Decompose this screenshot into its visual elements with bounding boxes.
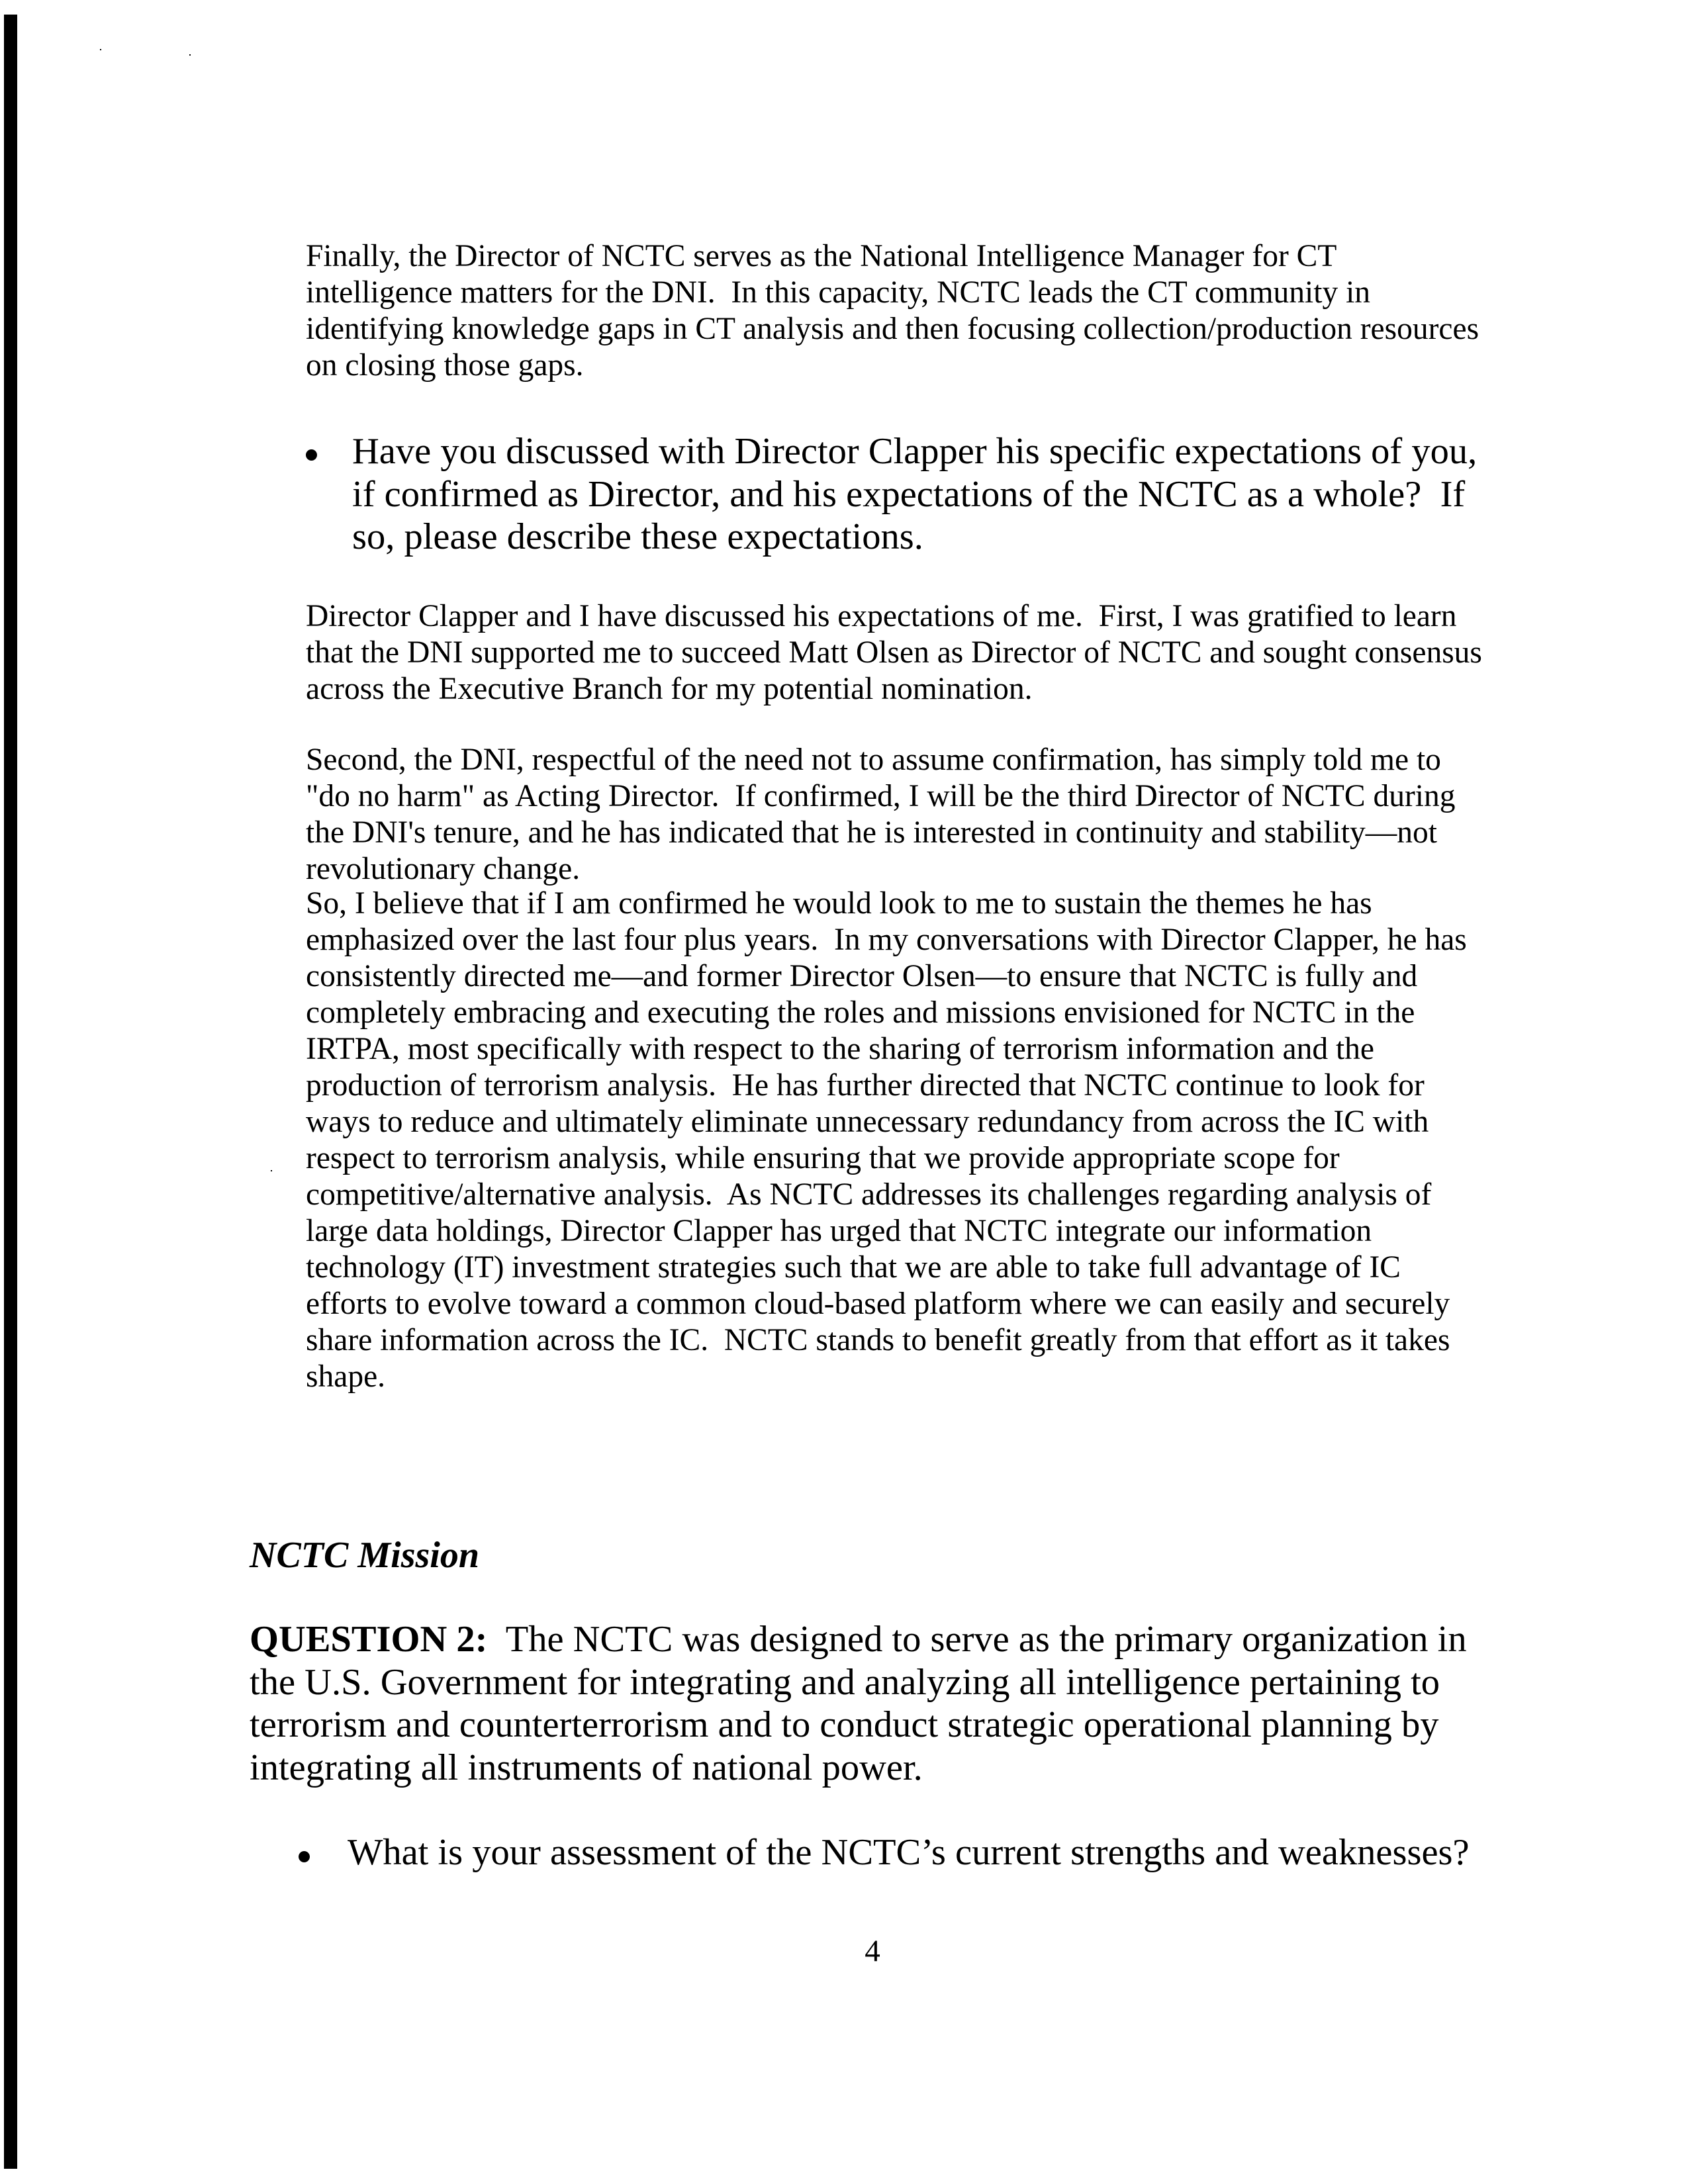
text-line: Director Clapper and I have discussed his expectations of me. First, I was gratified to learn — [306, 599, 1457, 633]
text-line: competitive/alternative analysis. As NCTC addresses its challenges regarding analysis of — [306, 1177, 1432, 1212]
text-line: identifying knowledge gaps in CT analysis and then focusing collection/production resources — [306, 312, 1479, 346]
answer-paragraph-3 — [306, 886, 1467, 1395]
text-line: So, I believe that if I am confirmed he would look to me to sustain the themes he has — [306, 886, 1372, 921]
question-2 — [250, 1618, 1467, 1789]
text-line: integrating all instruments of national power. — [250, 1747, 923, 1788]
text-line: if confirmed as Director, and his expectations of the NCTC as a whole? If — [352, 473, 1466, 515]
text-line: shape. — [306, 1359, 386, 1394]
question-label: QUESTION 2: — [250, 1619, 488, 1660]
question-text: The NCTC was designed to serve as the primary organization in — [487, 1619, 1467, 1660]
question-2-bullet — [348, 1831, 1470, 1874]
text-line: terrorism and counterterrorism and to conduct strategic operational planning by — [250, 1704, 1439, 1745]
scan-speck — [271, 1170, 272, 1171]
text-line: the DNI's tenure, and he has indicated that he is interested in continuity and stability—not — [306, 815, 1437, 850]
scan-speck — [100, 49, 101, 50]
answer-paragraph-2 — [306, 742, 1456, 887]
text-line: large data holdings, Director Clapper has urged that NCTC integrate our information — [306, 1214, 1372, 1248]
scan-speck — [189, 54, 191, 56]
text-line: respect to terrorism analysis, while ensuring that we provide appropriate scope for — [306, 1141, 1340, 1175]
text-line: across the Executive Branch for my potential nomination. — [306, 672, 1033, 706]
scan-edge-artifact — [4, 15, 17, 2169]
text-line: consistently directed me—and former Director Olsen—to ensure that NCTC is fully and — [306, 959, 1418, 993]
text-line: emphasized over the last four plus years. In my conversations with Director Clapper, he has — [306, 923, 1467, 957]
text-line: efforts to evolve toward a common cloud-based platform where we can easily and securely — [306, 1287, 1450, 1321]
bullet-icon — [306, 449, 317, 461]
page-number: 4 — [865, 1934, 880, 1968]
section-heading: NCTC Mission — [250, 1535, 479, 1576]
text-line: that the DNI supported me to succeed Matt Olsen as Director of NCTC and sought consensus — [306, 635, 1482, 670]
text-line: technology (IT) investment strategies such that we are able to take full advantage of IC — [306, 1250, 1401, 1285]
text-line: completely embracing and executing the roles and missions envisioned for NCTC in the — [306, 995, 1415, 1030]
bullet-icon — [299, 1851, 310, 1862]
text-line: so, please describe these expectations. — [352, 516, 923, 557]
answer-paragraph-1 — [306, 598, 1482, 707]
question-1-bullet — [352, 430, 1477, 559]
text-line: What is your assessment of the NCTC’s current strengths and weaknesses? — [348, 1832, 1470, 1873]
text-line: revolutionary change. — [306, 852, 581, 886]
intro-paragraph — [306, 238, 1479, 384]
text-line: Second, the DNI, respectful of the need not to assume confirmation, has simply told me to — [306, 743, 1441, 777]
text-line: the U.S. Government for integrating and analyzing all intelligence pertaining to — [250, 1661, 1440, 1703]
text-line: "do no harm" as Acting Director. If confirmed, I will be the third Director of NCTC during — [306, 779, 1456, 813]
text-line: production of terrorism analysis. He has further directed that NCTC continue to look for — [306, 1068, 1425, 1103]
text-line: Finally, the Director of NCTC serves as the National Intelligence Manager for CT — [306, 239, 1337, 273]
text-line: IRTPA, most specifically with respect to the sharing of terrorism information and the — [306, 1032, 1375, 1066]
text-line: intelligence matters for the DNI. In this capacity, NCTC leads the CT community in — [306, 275, 1371, 310]
text-line: on closing those gaps. — [306, 348, 584, 383]
text-line: share information across the IC. NCTC stands to benefit greatly from that effort as it takes — [306, 1323, 1450, 1357]
text-line: Have you discussed with Director Clapper his specific expectations of you, — [352, 431, 1477, 472]
text-line — [250, 1618, 1467, 1661]
text-line: ways to reduce and ultimately eliminate unnecessary redundancy from across the IC with — [306, 1105, 1429, 1139]
